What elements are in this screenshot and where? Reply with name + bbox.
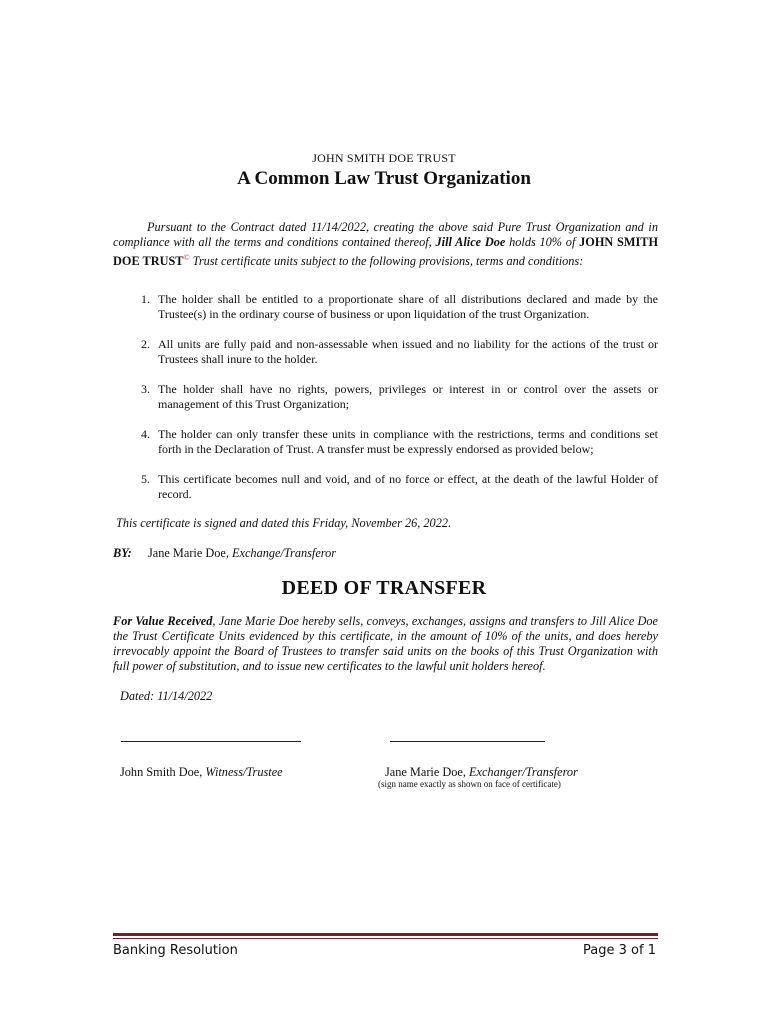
- footer-rule-thin: [113, 938, 658, 939]
- list-text: The holder can only transfer these units in compliance with the restrictions, terms and conditions set forth in the Declaration of Trust. A transfer must be expressly endorsed as provided below;: [158, 427, 658, 456]
- witness-signature-line: [121, 741, 301, 742]
- list-number: 1.: [141, 292, 150, 306]
- by-name: Jane Marie Doe,: [148, 546, 232, 560]
- signature-note: (sign name exactly as shown on face of certificate): [378, 779, 561, 789]
- list-text: The holder shall be entitled to a proportionate share of all distributions declared and made by the Trustee(s) in the ordinary course of business or upon liquidation of the trust Organization.: [158, 292, 658, 321]
- list-text: All units are fully paid and non-assessable when issued and no liability for the actions of the trust or Trustees shall inure to the holder.: [158, 337, 658, 366]
- trust-name-heading: JOHN SMITH DOE TRUST: [312, 151, 456, 165]
- copyright-mark: ©: [183, 253, 190, 262]
- list-item: [130, 292, 658, 322]
- deed-lead: For Value Received: [113, 614, 213, 628]
- transferor-signature-label: [385, 765, 578, 780]
- list-text: The holder shall have no rights, powers, privileges or interest in or control over the assets or management of this Trust Organization;: [158, 382, 658, 411]
- list-number: 2.: [141, 337, 150, 351]
- list-item: [130, 427, 658, 457]
- by-role: Exchange/Transferor: [232, 546, 337, 560]
- deed-title: DEED OF TRANSFER: [281, 577, 487, 599]
- signed-statement: This certificate is signed and dated this Friday, November 26, 2022.: [116, 516, 452, 530]
- list-number: 5.: [141, 472, 150, 486]
- witness-name: John Smith Doe,: [120, 765, 206, 779]
- transferor-role: Exchanger/Transferor: [469, 765, 578, 779]
- trust-name-inline: JOHN SMITH DOE TRUST: [113, 235, 659, 269]
- deed-paragraph: [113, 614, 658, 674]
- provisions-list: [130, 292, 658, 502]
- list-number: 3.: [141, 382, 150, 396]
- footer-rule: [113, 933, 658, 936]
- deed-text: , Jane Marie Doe hereby sells, conveys, exchanges, assigns and transfers to Jill Alice Doe the Trust Certificate Units evidenced by this certificate, in the amount of 10% of the units, and does hereby irrevocably appoint the Board of Trustees to transfer said units on the books of this Trust Organization with full power of substitution, and to issue new certificates to the lawful unit holders hereof.: [113, 614, 659, 673]
- intro-text-2: holds 10% of: [505, 235, 580, 249]
- witness-signature-label: [120, 765, 283, 780]
- list-item: [130, 337, 658, 367]
- transferor-name: Jane Marie Doe,: [385, 765, 469, 779]
- list-item: [130, 472, 658, 502]
- by-label: BY:: [113, 546, 132, 560]
- footer-title: Banking Resolution: [113, 943, 238, 958]
- intro-paragraph: [113, 220, 658, 269]
- by-line: [113, 546, 336, 561]
- list-number: 4.: [141, 427, 150, 441]
- page-number: Page 3 of 1: [583, 943, 656, 958]
- transferor-signature-line: [390, 741, 545, 742]
- intro-text-1: Pursuant to the Contract dated 11/14/2022, creating the above said Pure Trust Organization and in compliance with all the terms and conditions contained thereof,: [113, 220, 658, 249]
- list-item: [130, 382, 658, 412]
- page-title: A Common Law Trust Organization: [237, 168, 531, 189]
- dated-line: Dated: 11/14/2022: [120, 689, 213, 703]
- holder-name: Jill Alice Doe: [435, 235, 506, 249]
- list-text: This certificate becomes null and void, and of no force or effect, at the death of the lawful Holder of record.: [158, 472, 658, 501]
- intro-text-3: Trust certificate units subject to the following provisions, terms and conditions:: [189, 254, 584, 269]
- witness-role: Witness/Trustee: [205, 765, 283, 779]
